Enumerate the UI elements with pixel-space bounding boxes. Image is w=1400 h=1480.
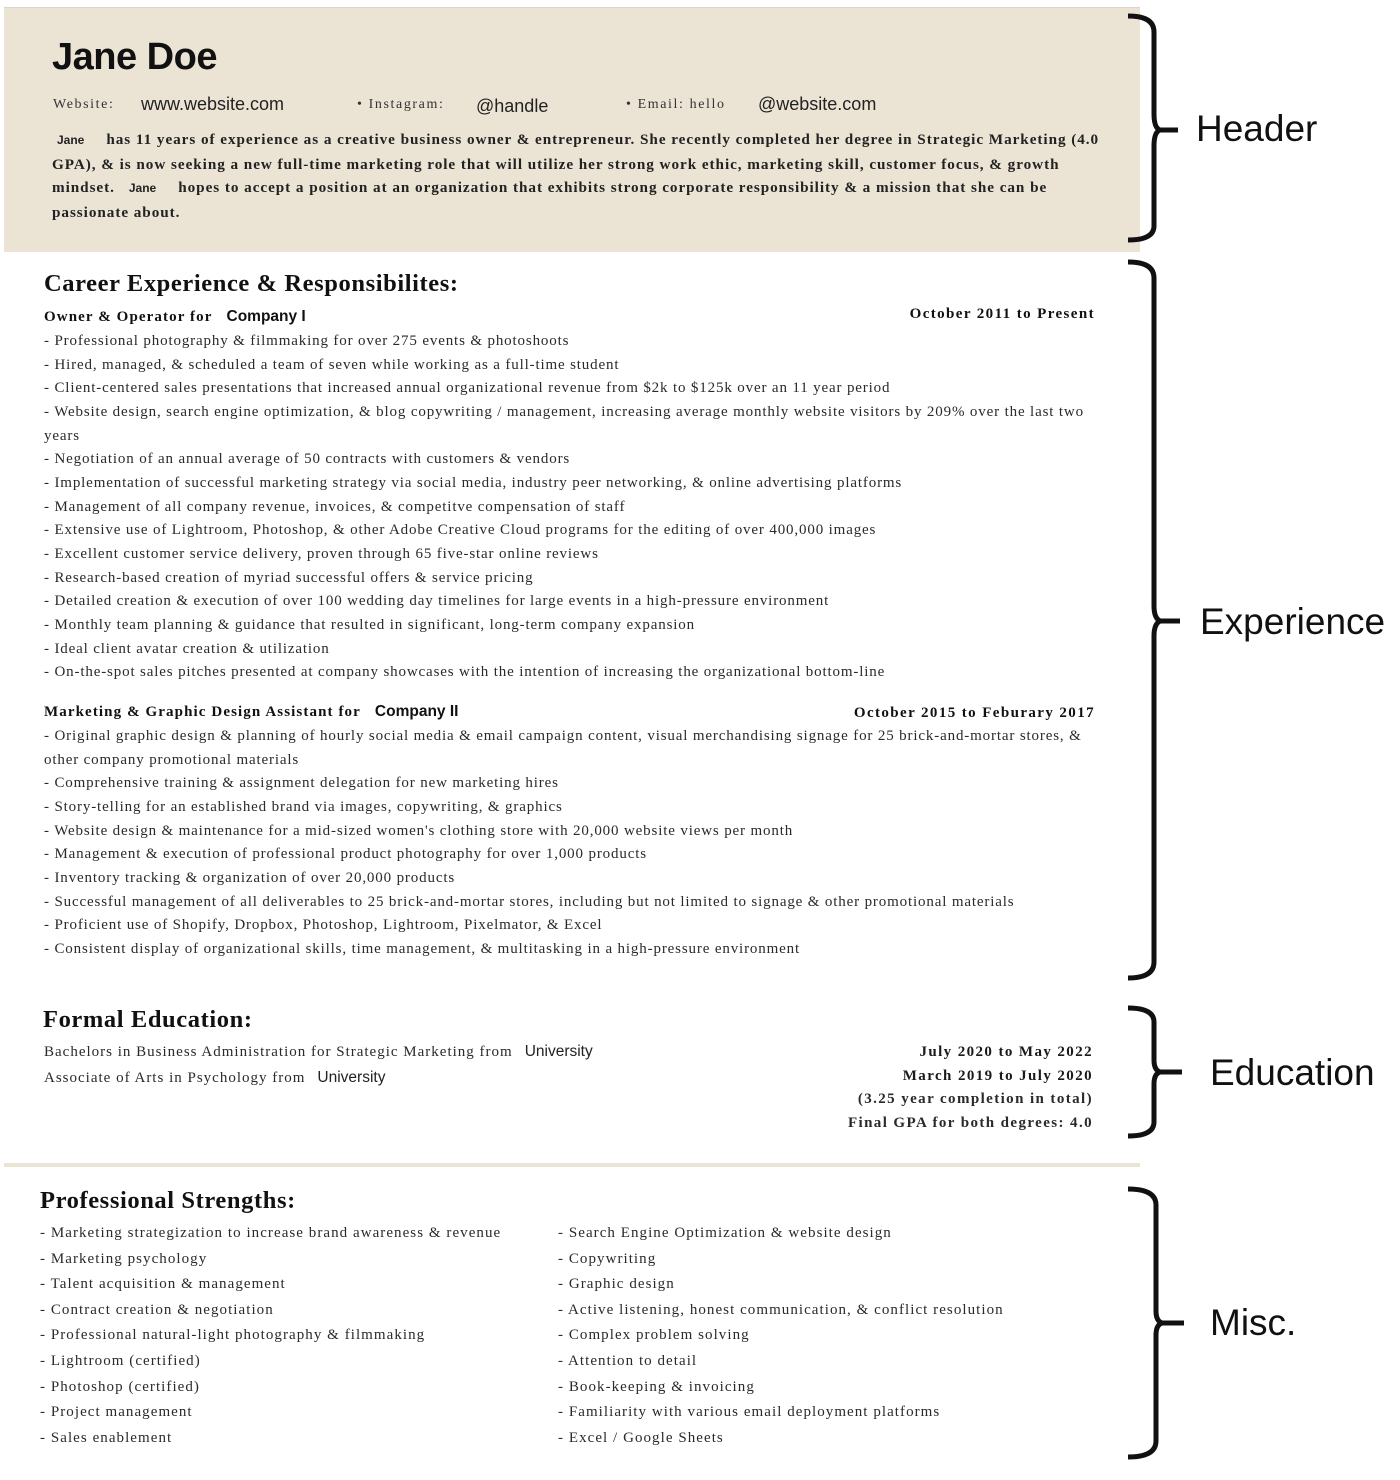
summary-text: has 11 years of experience as a creative business owner & entrepreneur. She recently completed her degree in Strategic Marketing (4.0 GPA), & is now seeking a new full-time marketing role that will utilize her strong work ethic, marketing skill, customer focus, & growth mindset.: [52, 131, 1100, 197]
list-item: - Implementation of successful marketing strategy via social media, industry peer networking, & online advertising platforms: [44, 472, 1094, 496]
degree-school: University: [524, 1043, 593, 1060]
list-item: - Hired, managed, & scheduled a team of seven while working as a full-time student: [44, 354, 1094, 378]
list-item: - Copywriting: [558, 1247, 1004, 1273]
header-brace-icon: [1120, 10, 1190, 250]
degree-line: [44, 1069, 385, 1087]
list-item: - Research-based creation of myriad successful offers & service pricing: [44, 567, 1094, 591]
strengths-list-right: [558, 1221, 1004, 1451]
completion-note: (3.25 year completion in total): [857, 1091, 1093, 1108]
list-item: - Active listening, honest communication, & conflict resolution: [558, 1298, 1004, 1324]
professional-summary: [52, 128, 1102, 225]
list-item: - Excel / Google Sheets: [558, 1426, 1004, 1452]
job-dates: October 2015 to Feburary 2017: [853, 705, 1095, 721]
list-item: - Attention to detail: [558, 1349, 1004, 1375]
job-bullets: [44, 330, 1094, 685]
list-item: - Professional natural-light photography & filmmaking: [40, 1323, 501, 1349]
education-dates: [848, 1041, 1093, 1136]
education-annotation-label: Education: [1210, 1052, 1375, 1093]
list-item: - Sales enablement: [40, 1426, 501, 1452]
list-item: - Management of all company revenue, invoices, & competitve compensation of staff: [44, 496, 1094, 520]
list-item: - Original graphic design & planning of hourly social media & email campaign content, visual merchandising signage for 25 brick-and-mortar stores, & other company promotional materials: [44, 725, 1094, 772]
list-item: - Familiarity with various email deployment platforms: [558, 1400, 1004, 1426]
experience-annotation-label: Experience: [1200, 601, 1386, 642]
list-item: - Monthly team planning & guidance that resulted in significant, long-term company expansion: [44, 614, 1094, 638]
list-item: - Professional photography & filmmaking for over 275 events & photoshoots: [44, 330, 1094, 354]
summary-text: hopes to accept a position at an organization that exhibits strong corporate responsibility & a mission that she can be passionate about.: [52, 179, 1048, 222]
strengths-section-title: Professional Strengths:: [40, 1187, 296, 1214]
list-item: - Marketing strategization to increase brand awareness & revenue: [40, 1221, 501, 1247]
resume-header: [4, 7, 1140, 252]
degree-text: Bachelors in Business Administration for Strategic Marketing from: [44, 1044, 513, 1060]
list-item: - Story-telling for an established brand via images, copywriting, & graphics: [44, 796, 1094, 820]
list-item: - Contract creation & negotiation: [40, 1298, 501, 1324]
list-item: - Marketing psychology: [40, 1247, 501, 1273]
list-item: - Website design, search engine optimization, & blog copywriting / management, increasing average monthly website visitors by 209% over the last two years: [44, 401, 1094, 448]
list-item: - On-the-spot sales pitches presented at company showcases with the intention of increasing the organizational bottom-line: [44, 661, 1094, 685]
header-annotation-label: Header: [1196, 108, 1318, 149]
degree-dates: July 2020 to May 2022: [919, 1044, 1093, 1060]
instagram-label: • Instagram:: [357, 97, 445, 112]
misc-brace-icon: [1120, 1183, 1190, 1468]
contact-row: [51, 94, 1131, 120]
list-item: - Talent acquisition & management: [40, 1272, 501, 1298]
job-role: Marketing & Graphic Design Assistant for: [44, 704, 361, 720]
list-item: - Detailed creation & execution of over 100 wedding day timelines for large events in a high-pressure environment: [44, 590, 1094, 614]
email-value: @website.com: [758, 94, 877, 114]
job-role: Owner & Operator for: [44, 309, 213, 325]
list-item: - Consistent display of organizational skills, time management, & multitasking in a high-pressure environment: [44, 938, 1094, 962]
list-item: - Project management: [40, 1400, 501, 1426]
experience-brace-icon: [1120, 256, 1190, 986]
degree-school: University: [317, 1069, 386, 1086]
job-title: [44, 308, 306, 326]
instagram-value: @handle: [476, 96, 549, 116]
gpa-note: Final GPA for both degrees: 4.0: [847, 1115, 1093, 1132]
degree-text: Associate of Arts in Psychology from: [44, 1070, 306, 1086]
website-label: Website:: [53, 97, 115, 112]
job-company: Company I: [226, 308, 306, 325]
degree-dates: March 2019 to July 2020: [902, 1067, 1093, 1084]
website-value: www.website.com: [141, 94, 285, 114]
job-company: Company II: [374, 703, 459, 720]
candidate-name: Jane Doe: [52, 36, 217, 78]
list-item: - Excellent customer service delivery, proven through 65 five-star online reviews: [44, 543, 1094, 567]
job-title: [44, 703, 458, 721]
list-item: - Negotiation of an annual average of 50 contracts with customers & vendors: [44, 448, 1094, 472]
summary-name: Jane: [57, 133, 85, 147]
list-item: - Graphic design: [558, 1272, 1004, 1298]
degree-line: [44, 1043, 593, 1061]
education-brace-icon: [1120, 1002, 1190, 1144]
strengths-list-left: [40, 1221, 501, 1451]
list-item: - Proficient use of Shopify, Dropbox, Photoshop, Lightroom, Pixelmator, & Excel: [44, 914, 1094, 938]
list-item: - Successful management of all deliverables to 25 brick-and-mortar stores, including but not limited to signage & other promotional materials: [44, 891, 1094, 915]
experience-section-title: Career Experience & Responsibilites:: [44, 270, 459, 297]
education-section-title: Formal Education:: [43, 1006, 253, 1033]
email-label: • Email: hello: [626, 97, 726, 112]
job-bullets: [44, 725, 1094, 962]
list-item: - Comprehensive training & assignment delegation for new marketing hires: [44, 772, 1094, 796]
section-divider: [4, 1163, 1140, 1167]
list-item: - Website design & maintenance for a mid-sized women's clothing store with 20,000 website views per month: [44, 820, 1094, 844]
list-item: - Extensive use of Lightroom, Photoshop, & other Adobe Creative Cloud programs for the editing of over 400,000 images: [44, 519, 1094, 543]
job-dates: October 2011 to Present: [909, 306, 1095, 322]
misc-annotation-label: Misc.: [1210, 1302, 1297, 1343]
list-item: - Book-keeping & invoicing: [558, 1375, 1004, 1401]
list-item: - Photoshop (certified): [40, 1375, 501, 1401]
list-item: - Lightroom (certified): [40, 1349, 501, 1375]
list-item: - Inventory tracking & organization of over 20,000 products: [44, 867, 1094, 891]
list-item: - Complex problem solving: [558, 1323, 1004, 1349]
summary-name: Jane: [128, 181, 157, 196]
list-item: - Client-centered sales presentations that increased annual organizational revenue from $2k to $125k over an 11 year period: [44, 377, 1094, 401]
list-item: - Ideal client avatar creation & utilization: [44, 638, 1094, 662]
list-item: - Search Engine Optimization & website design: [558, 1221, 1004, 1247]
list-item: - Management & execution of professional product photography for over 1,000 products: [44, 843, 1094, 867]
